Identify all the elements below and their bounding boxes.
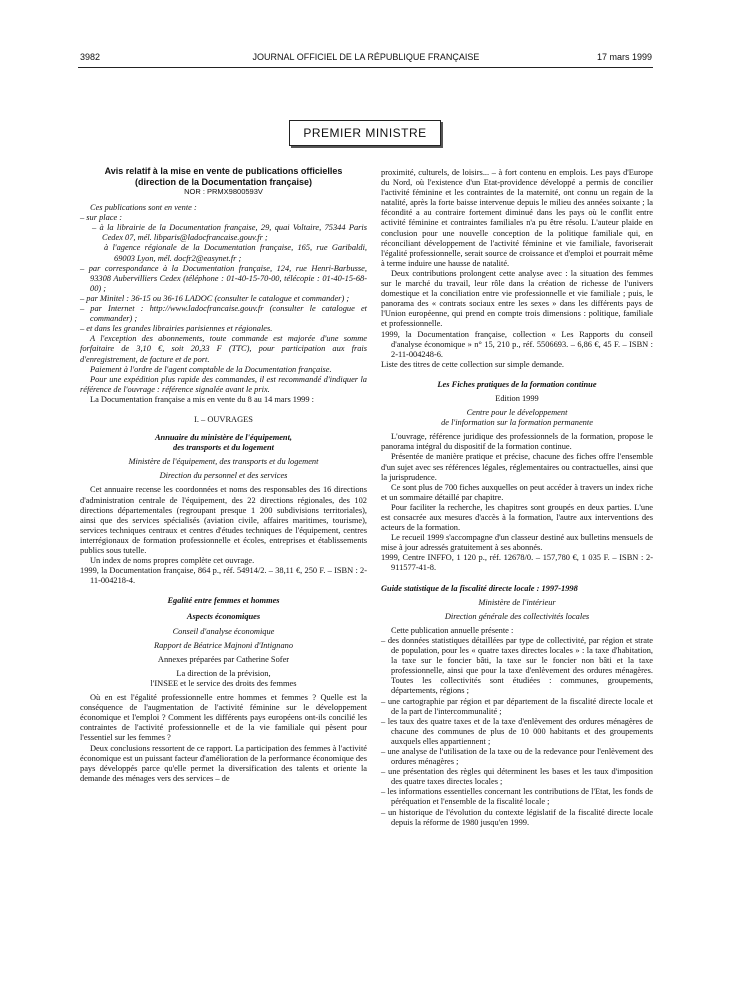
librairies-item: – et dans les grandes librairies parisiennes et régionales. bbox=[80, 324, 273, 334]
header-rule bbox=[78, 67, 653, 68]
list-item: – une cartographie par région et par département de la fiscalité directe locale et de la part de l'intercommunalité ; bbox=[381, 696, 653, 716]
direction-prevision-1: La direction de la prévision, bbox=[176, 668, 271, 678]
avis-title: Avis relatif à la mise en vente de publications officielles bbox=[104, 166, 343, 176]
contributions-text: Deux contributions prolongent cette analyse avec : la situation des femmes sur le marché du travail, leur rôle dans la création de richesse de l'univers domestique et la conciliation entre vie professionnelle et vie familiale ; puis, le panorama des « contrats sociaux entre les sexes » dans les différents pays de l'Union européenne, qui prend en compte trois dimensions : politique, familiale et professionnelle. bbox=[381, 268, 653, 329]
annuaire-index: Un index de noms propres complète cet ouvrage. bbox=[90, 556, 255, 566]
direction-personnel: Direction du personnel et des services bbox=[159, 471, 288, 481]
egalite-conclusions: Deux conclusions ressortent de ce rapport. La participation des femmes à l'activité économique est un puissant facteur d'amélioration de la performance économique des pays développés parce qu'elle permet la diversification des talents et oriente la demande des ménages vers des services – de bbox=[80, 743, 367, 783]
egalite-title: Egalité entre femmes et hommes bbox=[167, 596, 280, 606]
fiches-para-4: Pour faciliter la recherche, les chapitres sont groupés en deux parties. L'une est consacrée aux mesures d'accès à la formation, l'autre aux interventions des acteurs de la formation. bbox=[381, 502, 653, 533]
fiches-reference: 1999, Centre INFFO, 1 120 p., réf. 12678/0. – 157,780 €, 1 035 F. – ISBN : 2-911577-41-8. bbox=[381, 553, 653, 573]
minitel-item: – par Minitel : 36-15 ou 36-16 LADOC (consulter le catalogue et commander) ; bbox=[80, 293, 350, 303]
sur-place: – sur place : bbox=[80, 213, 123, 223]
direction-collectivites: Direction générale des collectivités locales bbox=[444, 611, 590, 621]
continuation-text: proximité, culturels, de loisirs... – à fort contenu en emplois. Les pays d'Europe du Nord, où l'existence d'un Etat-providence développé a permis de concilier l'activité féminine et les contraintes de la maternité, ont connu un regain de la natalité, après la forte baisse intervenue depuis le milieu des années soixante ; la fécondité a au contraire fortement diminué dans les pays où le conflit entre activité féminine et contraintes familiales n'a pu être résolu. L'auteur plaide en conclusion pour une nouvelle conception de la politique familiale qui, en réconciliant développement de l'activité féminine et vie familiale, favoriserait l'égalité professionnelle, serait source de croissance et d'emploi et pourrait même à terme induire une hausse de natalité. bbox=[381, 168, 653, 268]
collection-list-note: Liste des titres de cette collection sur simple demande. bbox=[381, 359, 565, 369]
avis-subtitle: (direction de la Documentation française) bbox=[134, 176, 313, 187]
fiches-para-5: Le recueil 1999 s'accompagne d'un classeur destiné aux bulletins mensuels de mise à jour adressés gratuitement à ses abonnés. bbox=[381, 533, 653, 553]
mise-en-vente-text: La Documentation française a mis en vente du 8 au 14 mars 1999 : bbox=[90, 394, 314, 404]
issue-date: 17 mars 1999 bbox=[596, 52, 652, 62]
rapport-author: Rapport de Béatrice Majnoni d'Intignano bbox=[153, 640, 294, 650]
fiches-para-1: L'ouvrage, référence juridique des professionnels de la formation, propose le panorama intégral du dispositif de la formation continue. bbox=[381, 432, 653, 452]
journal-title: JOURNAL OFFICIEL DE LA RÉPUBLIQUE FRANÇAISE bbox=[252, 52, 480, 62]
ouvrages-heading: I. – OUVRAGES bbox=[194, 414, 253, 424]
annuaire-title-1: Annuaire du ministère de l'équipement, bbox=[154, 433, 293, 443]
page-number: 3982 bbox=[80, 52, 101, 62]
ministere-equipement: Ministère de l'équipement, des transports et du logement bbox=[128, 457, 319, 467]
fiches-para-2: Présentée de manière pratique et précise, chacune des fiches offre l'ensemble d'un sujet avec ses références légales, réglementaires ou contractuelles, ainsi que la jurisprudence. bbox=[381, 452, 653, 482]
running-header bbox=[80, 52, 652, 68]
fiches-title: Les Fiches pratiques de la formation continue bbox=[437, 379, 597, 389]
section-box: PREMIER MINISTRE bbox=[289, 120, 441, 146]
aspects-subtitle: Aspects économiques bbox=[186, 612, 261, 622]
abonnements-text: A l'exception des abonnements, toute commande est majorée d'une somme forfaitaire de 3,10 €, soit 20,33 F (TTC), pour participation aux frais d'enregistrement, de facture et de port. bbox=[80, 334, 367, 364]
paiement-text: Paiement à l'ordre de l'agent comptable de la Documentation française. bbox=[90, 364, 332, 374]
correspondance-item: – par correspondance à la Documentation française, 124, rue Henri-Barbusse, 93308 Aubervilliers Cedex (téléphone : 01-40-15-70-00, télécopie : 01-40-15-68-00) ; bbox=[80, 263, 367, 293]
centre-dev-1: Centre pour le développement bbox=[466, 408, 568, 418]
left-column bbox=[80, 166, 367, 784]
annuaire-reference: 1999, la Documentation française, 864 p., réf. 54914/2. – 38,11 €, 250 F. – ISBN : 2-11-004218-4. bbox=[80, 566, 367, 586]
list-item: – des données statistiques détaillées par type de collectivité, par région et strate de population, pour les « quatre taxes directes locales » : la taxe d'habitation, la taxe sur le foncier bâti, la taxe sur le foncier non bâti et la taxe professionnelle, ainsi que pour la taxe d'enlèvement des ordures ménagères. Toutes les collectivités sont étudiées : communes, groupements, départements, régions ; bbox=[381, 635, 653, 696]
centre-dev-2: de l'information sur la formation permanente bbox=[441, 418, 593, 428]
internet-item: – par Internet : http://www.ladocfrancaise.gouv.fr (consulter le catalogue et commander) ; bbox=[80, 304, 367, 324]
conseil-analyse: Conseil d'analyse économique bbox=[172, 626, 275, 636]
agence-item: à l'agence régionale de la Documentation française, 165, rue Garibaldi, 69003 Lyon, mél. docfr2@easynet.fr ; bbox=[104, 243, 367, 263]
fiches-para-3: Ce sont plus de 700 fiches auxquelles on peut accéder à travers un index riche et un sommaire détaillé par chapitre. bbox=[381, 482, 653, 502]
librairie-item: – à la librairie de la Documentation française, 29, quai Voltaire, 75344 Paris Cedex 07, mél. libparis@ladocfrancaise.gouv.fr ; bbox=[92, 223, 367, 243]
list-item: – une présentation des règles qui déterminent les bases et les taux d'imposition des quatre taxes directes locales ; bbox=[381, 767, 653, 787]
fiches-edition: Edition 1999 bbox=[495, 393, 539, 403]
annexes-author: Annexes préparées par Catherine Sofer bbox=[157, 654, 290, 664]
annuaire-title-2: des transports et du logement bbox=[173, 443, 274, 453]
annuaire-text: Cet annuaire recense les coordonnées et noms des responsables des 16 directions d'administration centrale de l'équipement, des 22 directions régionales, des 102 directions départementales (regroupant presque 1 200 subdivisions territoriales), ainsi que des services spécialisés (aviation civile, affaires maritimes, tourisme), services techniques centraux et centres d'études techniques de l'équipement, centres interrégionaux de formation professionnelle et écoles, entreprises et établissements publics sous tutelle. bbox=[80, 485, 367, 555]
ministere-interieur: Ministère de l'intérieur bbox=[478, 597, 556, 607]
egalite-reference: 1999, la Documentation française, collection « Les Rapports du conseil d'analyse économique » n° 15, 210 p., réf. 5506693. – 6,86 €, 45 F. – ISBN : 2-11-004248-6. bbox=[381, 329, 653, 359]
list-item: – les taux des quatre taxes et de la taxe d'enlèvement des ordures ménagères de chacune des communes de plus de 10 000 habitants et des groupements auxquels elles appartiennent ; bbox=[381, 716, 653, 746]
guide-title: Guide statistique de la fiscalité directe locale : 1997-1998 bbox=[381, 583, 578, 593]
list-item: – un historique de l'évolution du contexte législatif de la fiscalité directe locale depuis la réforme de 1980 jusqu'en 1999. bbox=[381, 807, 653, 827]
list-item: – les informations essentielles concernant les contributions de l'Etat, les fonds de péréquation et l'ensemble de la fiscalité locale ; bbox=[381, 787, 653, 807]
egalite-questions: Où en est l'égalité professionnelle entre hommes et femmes ? Quelle est la conséquence de l'augmentation de l'activité féminine sur le développement économique et l'emploi ? Comment les différents pays européens ont-ils concilié les contraintes de l'activité professionnelle et de la vie familiale qui pèsent pour l'essentiel sur les femmes ? bbox=[80, 693, 367, 743]
nor-reference: NOR : PRMX9800593V bbox=[184, 187, 263, 196]
list-item: – une analyse de l'utilisation de la taxe ou de la redevance pour l'enlèvement des ordures ménagères ; bbox=[381, 746, 653, 767]
right-column bbox=[381, 168, 653, 828]
direction-prevision-2: l'INSEE et le service des droits des femmes bbox=[150, 678, 297, 688]
intro-text: Ces publications sont en vente : bbox=[90, 203, 197, 213]
expedition-text: Pour une expédition plus rapide des commandes, il est recommandé d'indiquer la référence de l'ouvrage : référence signalée avant le prix. bbox=[80, 374, 367, 394]
guide-intro: Cette publication annuelle présente : bbox=[391, 625, 514, 635]
